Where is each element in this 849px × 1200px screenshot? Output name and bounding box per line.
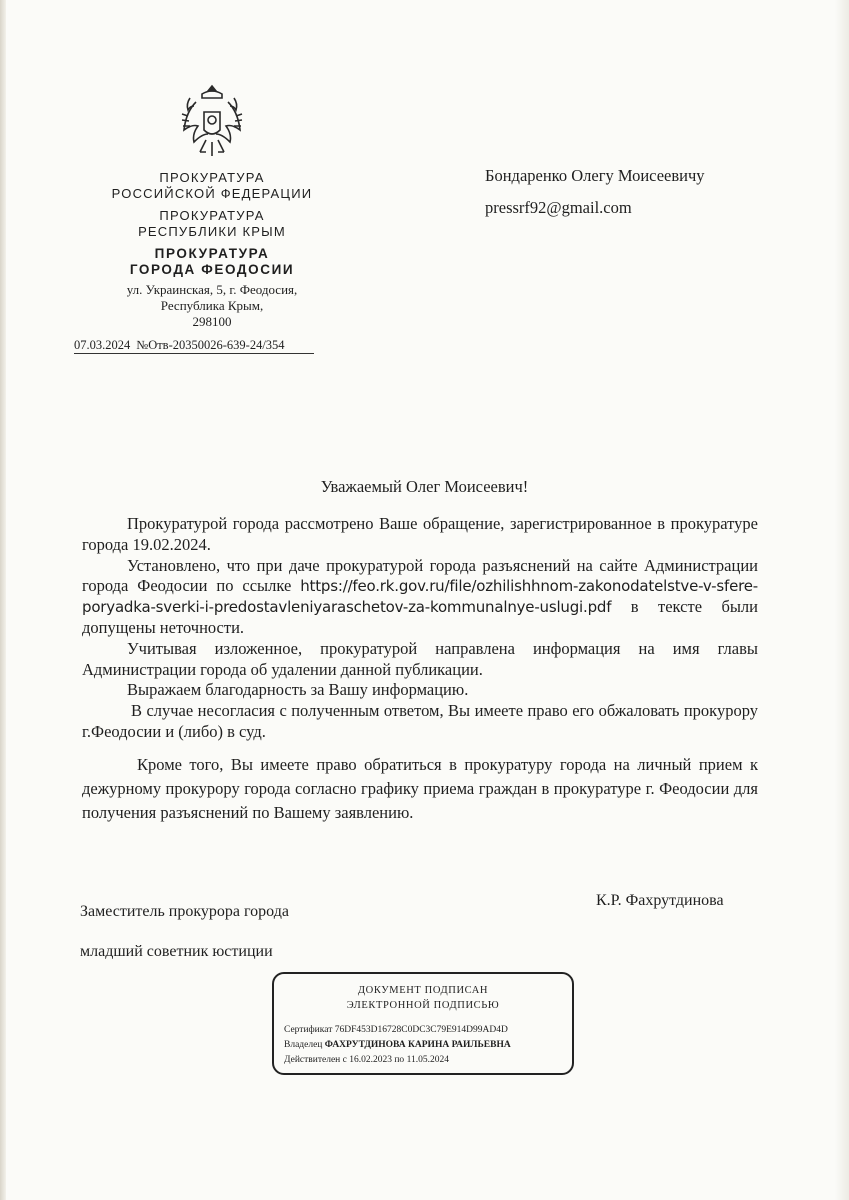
paragraph-3: Учитывая изложенное, прокуратурой направлена информация на имя главы Администрации города об удалении данной публикации. xyxy=(82,638,758,679)
org-line-5: ПРОКУРАТУРА xyxy=(154,246,270,261)
paragraph-4: Выражаем благодарность за Вашу информацию. xyxy=(127,680,469,700)
org-line-1: ПРОКУРАТУРА xyxy=(159,170,265,185)
coat-of-arms-icon xyxy=(176,82,248,162)
signatory-position xyxy=(80,892,289,972)
paragraph-2-text-after: в тексте были допущены неточности. xyxy=(82,597,758,637)
position-line-1: Заместитель прокурора города xyxy=(80,903,289,920)
outgoing-reference xyxy=(74,338,314,354)
signatory-name: К.Р. Фахрутдинова xyxy=(596,892,724,909)
recipient-name: Бондаренко Олегу Моисеевичу xyxy=(485,166,705,185)
reference-number: Отв-20350026-639-24/354 xyxy=(148,338,285,352)
paragraph-5: В случае несогласия с полученным ответом, Вы имеете право его обжаловать прокурору г.Феодосии и (либо) в суд. xyxy=(82,701,758,741)
reference-date: 07.03.2024 xyxy=(74,338,131,352)
org-line-3: ПРОКУРАТУРА xyxy=(159,208,265,223)
paragraph-1: Прокуратурой города рассмотрено Ваше обращение, зарегистрированное в прокуратуре города 19.02.2024. xyxy=(82,514,758,554)
owner-label: Владелец xyxy=(284,1040,323,1050)
stamp-title-1: ДОКУМЕНТ ПОДПИСАН xyxy=(357,985,489,996)
org-line-2: РОССИЙСКОЙ ФЕДЕРАЦИИ xyxy=(111,186,313,201)
stamp-validity xyxy=(284,1055,449,1065)
scan-edge-right xyxy=(835,0,849,1200)
stamp-title-2: ЭЛЕКТРОННОЙ ПОДПИСЬЮ xyxy=(346,1000,500,1011)
certificate-value: 76DF453D16728C0DC3C79E914D99AD4D xyxy=(334,1025,508,1035)
scan-edge-left xyxy=(0,0,6,1200)
greeting: Уважаемый Олег Моисеевич! xyxy=(320,477,529,496)
org-address-line-1: ул. Украинская, 5, г. Феодосия, xyxy=(126,282,298,297)
paragraph-2-text-before: Установлено, что при даче прокуратурой города разъяснений на сайте Администрации города Феодосии по ссылке xyxy=(82,555,758,596)
owner-value: ФАХРУТДИНОВА КАРИНА РАИЛЬЕВНА xyxy=(324,1040,511,1050)
valid-label: Действителен с xyxy=(284,1055,347,1065)
paragraph-6: Кроме того, Вы имеете право обратиться в прокуратуру города на личный прием к дежурному прокурору города согласно графику приема граждан в прокуратуре г. Феодосии для получения разъяснений по Вашему заявлению. xyxy=(82,754,758,822)
valid-from: 16.02.2023 xyxy=(349,1055,392,1065)
org-line-4: РЕСПУБЛИКИ КРЫМ xyxy=(138,224,286,239)
reference-number-label: № xyxy=(136,338,149,352)
valid-to-label: по xyxy=(394,1055,405,1065)
org-postcode: 298100 xyxy=(192,314,232,329)
stamp-owner xyxy=(284,1040,511,1050)
org-line-6: ГОРОДА ФЕОДОСИИ xyxy=(129,262,295,277)
stamp-certificate xyxy=(284,1025,508,1035)
electronic-signature-stamp xyxy=(272,972,574,1075)
recipient-block xyxy=(485,160,705,224)
certificate-label: Сертификат xyxy=(284,1025,333,1035)
org-address-line-2: Республика Крым, xyxy=(160,298,264,313)
paragraph-2 xyxy=(82,556,758,639)
position-line-2: младший советник юстиции xyxy=(80,943,273,960)
letter-body xyxy=(82,514,758,825)
recipient-email: pressrf92@gmail.com xyxy=(485,198,632,217)
sender-header xyxy=(92,170,332,330)
publication-url: https://feo.rk.gov.ru/file/ozhilishhnom-zakonodatelstve-v-sfere-poryadka-sverki-i-predostavleniyaraschetov-za-kommunalnye-uslugi.pdf xyxy=(82,577,759,617)
valid-to: 11.05.2024 xyxy=(406,1055,449,1065)
